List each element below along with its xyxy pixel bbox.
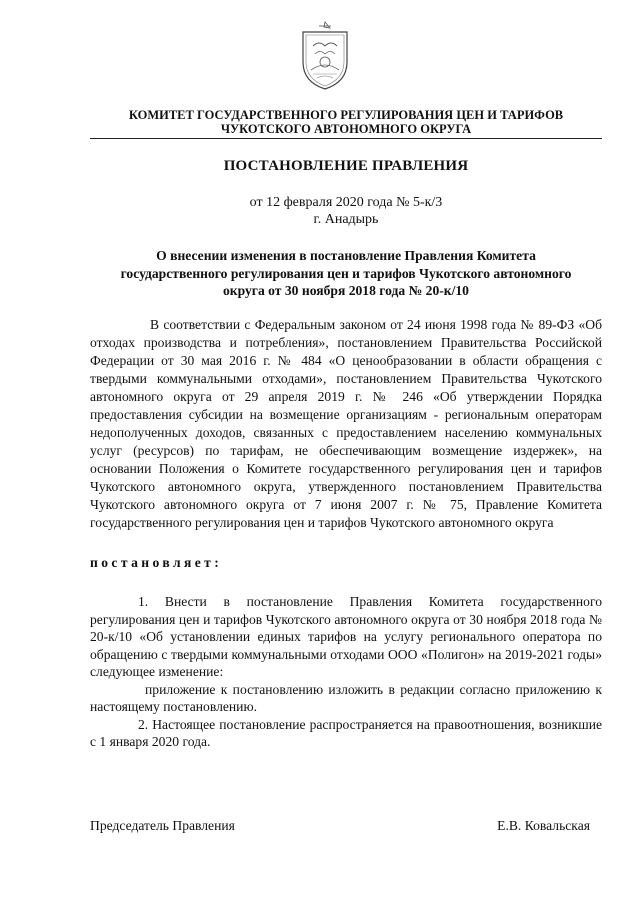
resolution-item-2: 2. Настоящее постановление распространяется на правоотношения, возникшие с 1 января 2020 года. [90,716,602,749]
subject-line-3: округа от 30 ноября 2018 года № 20-к/10 [223,283,469,298]
document-city: г. Анадырь [313,212,379,227]
header-divider [90,138,602,139]
preamble-paragraph: В соответствии с Федеральным законом от 24 июня 1998 года № 89-ФЗ «Об отходах производства и потребления», постановлением Правительства Российской Федерации от 30 мая 2016 г. № 484 «О ценообразовании в области обращения с твердыми коммунальными отходами», постановлением Правительства Чукотского автономного округа от 29 апреля 2019 г. № 246 «Об утверждении Порядка предоставления субсидии на возмещение организациям - региональным операторам недополученных доходов, связанных с предоставлением населению коммунальных услуг (ресурсов) по тарифам, не обеспечивающим возмещение издержек», на основании Положения о Комитете государственного регулирования цен и тарифов Чукотского автономного округа, утвержденного постановлением Правительства Чукотского автономного округа от 7 июня 2007 г. № 75, Правление Комитета государственного регулирования цен и тарифов Чукотского автономного округа [90,317,602,530]
signatory-position: Председатель Правления [90,818,235,833]
decree-word: постановляет: [90,555,223,570]
organization-line-1: КОМИТЕТ ГОСУДАРСТВЕННОГО РЕГУЛИРОВАНИЯ ЦЕН И ТАРИФОВ [128,108,564,122]
resolution-items [90,593,602,751]
subject-line-1: О внесении изменения в постановление Правления Комитета [156,248,536,263]
resolution-item-1: 1. Внести в постановление Правления Комитета государственного регулирования цен и тарифов Чукотского автономного округа от 30 ноября 2018 года № 20-к/10 «Об установлении единых тарифов на услугу регионального оператора по обращению с твердыми коммунальными отходами ООО «Полигон» на 2019-2021 годы» следующее изменение: [90,594,602,679]
signatory-name: Е.В. Ковальская [497,818,590,833]
organization-name [90,108,602,136]
organization-line-2: ЧУКОТСКОГО АВТОНОМНОГО ОКРУГА [220,122,472,136]
coat-of-arms-icon [297,16,353,92]
document-date-number: от 12 февраля 2020 года № 5-к/3 [249,195,443,210]
document-title: ПОСТАНОВЛЕНИЕ ПРАВЛЕНИЯ [223,158,469,174]
resolution-item-1-sub: приложение к постановлению изложить в редакции согласно приложению к настоящему постановлению. [90,681,602,714]
document-subject [90,247,602,300]
subject-line-2: государственного регулирования цен и тарифов Чукотского автономного [120,265,572,281]
